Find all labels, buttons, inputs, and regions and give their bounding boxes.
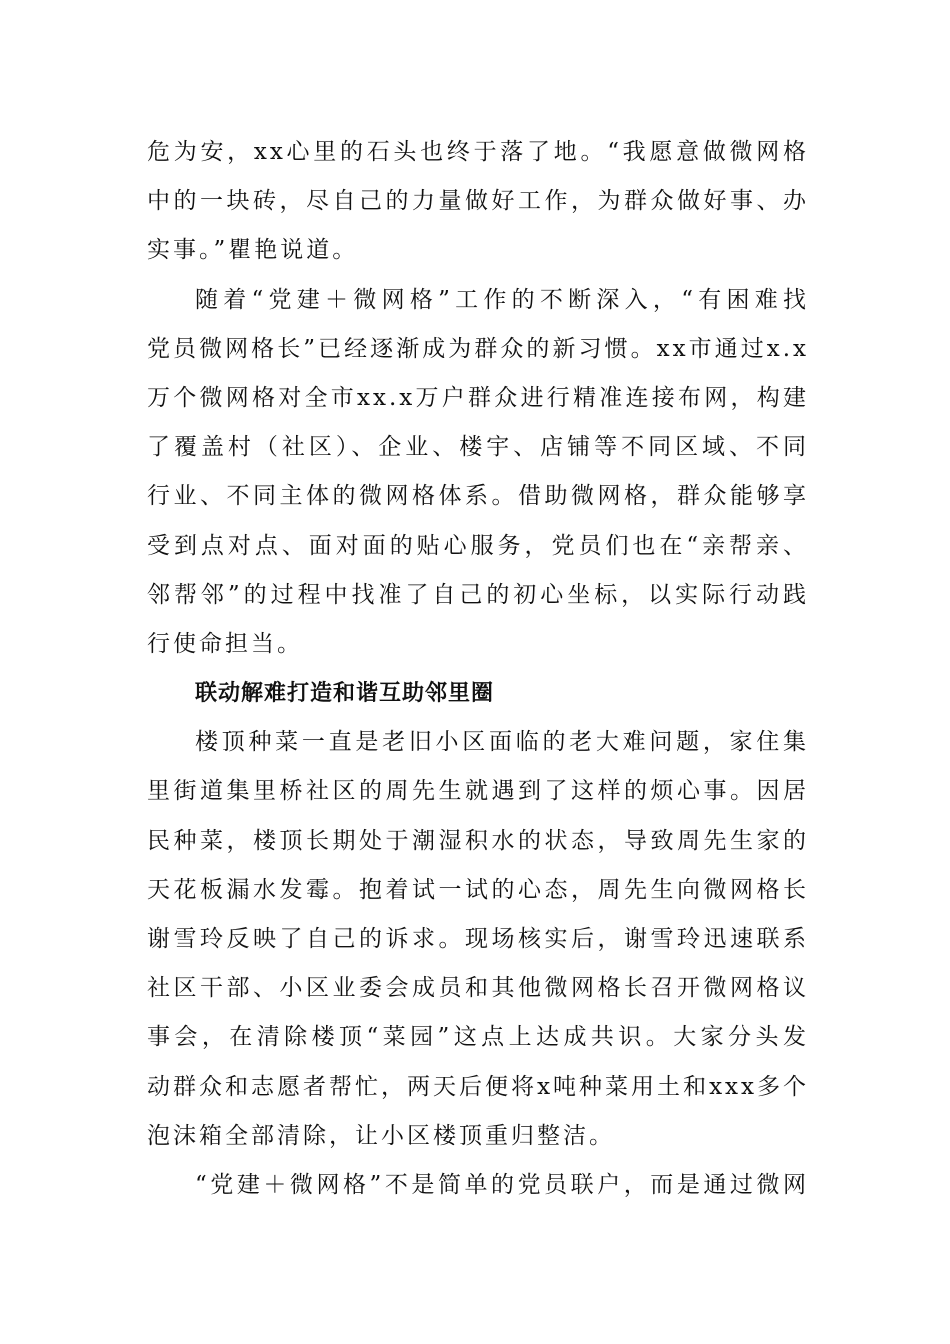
- text-line: 楼顶种菜一直是老旧小区面临的老大难问题，家住集: [195, 729, 809, 756]
- text-line: 动群众和志愿者帮忙，两天后便将x吨种菜用土和xxx多个: [147, 1073, 809, 1100]
- text-line: 党员微网格长”已经逐渐成为群众的新习惯。xx市通过x.x: [147, 335, 809, 362]
- paragraph: [147, 1161, 809, 1210]
- text-line: 谢雪玲反映了自己的诉求。现场核实后，谢雪玲迅速联系: [147, 926, 809, 952]
- paragraph: [147, 276, 809, 670]
- section-heading: 联动解难打造和谐互助邻里圈: [195, 681, 495, 707]
- text-line: 危为安，xx心里的石头也终于落了地。“我愿意做微网格: [147, 139, 809, 165]
- text-line: 行业、不同主体的微网格体系。借助微网格，群众能够享: [147, 483, 809, 510]
- text-line: “党建＋微网格”不是简单的党员联户，而是通过微网: [195, 1171, 809, 1198]
- text-line: 事会，在清除楼顶“菜园”这点上达成共识。大家分头发: [147, 1024, 809, 1051]
- paragraph: [147, 128, 809, 276]
- text-line: 社区干部、小区业委会成员和其他微网格长召开微网格议: [147, 975, 809, 1002]
- text-line: 里街道集里桥社区的周先生就遇到了这样的烦心事。因居: [147, 778, 809, 805]
- text-line: 中的一块砖，尽自己的力量做好工作，为群众做好事、办: [147, 188, 809, 215]
- text-line: 行使命担当。: [147, 630, 303, 657]
- text-line: 实事。”瞿艳说道。: [147, 237, 359, 264]
- text-line: 随着“党建＋微网格”工作的不断深入，“有困难找: [195, 286, 809, 313]
- text-line: 受到点对点、面对面的贴心服务，党员们也在“亲帮亲、: [147, 532, 809, 559]
- text-line: 了覆盖村（社区）、企业、楼宇、店铺等不同区域、不同: [147, 434, 809, 461]
- document-body: [147, 128, 809, 1210]
- text-line: 民种菜，楼顶长期处于潮湿积水的状态，导致周先生家的: [147, 827, 809, 854]
- text-line: 天花板漏水发霉。抱着试一试的心态，周先生向微网格长: [147, 876, 809, 903]
- text-line: 泡沫箱全部清除，让小区楼顶重归整洁。: [147, 1122, 615, 1149]
- text-line: 邻帮邻”的过程中找准了自己的初心坐标，以实际行动践: [147, 581, 809, 608]
- text-line: 万个微网格对全市xx.x万户群众进行精准连接布网，构建: [147, 384, 809, 411]
- paragraph: [147, 718, 809, 1161]
